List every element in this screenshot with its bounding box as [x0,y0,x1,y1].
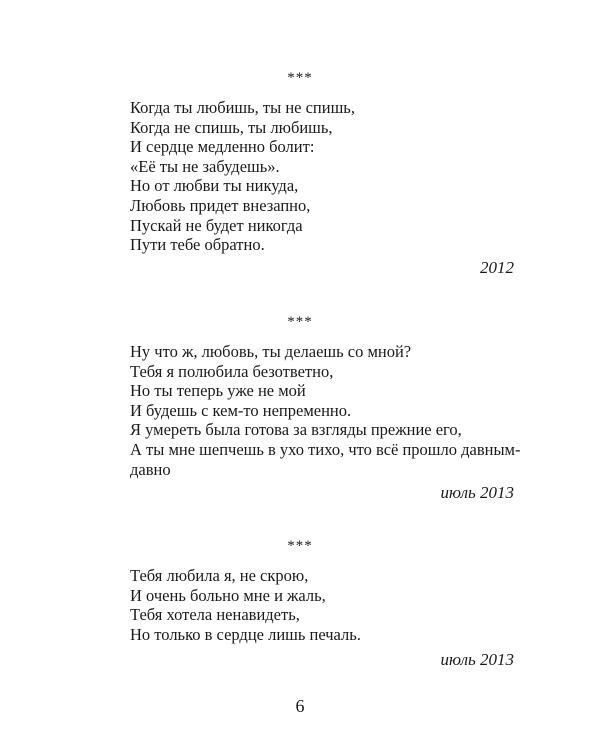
poem-line: И будешь с кем-то непременно. [130,400,352,420]
poem-3 [130,538,520,644]
poem-line: Я умереть была готова за взгляды прежние его, [130,420,462,440]
poem-2 [130,314,520,479]
poem-line: И сердце медленно болит: [130,137,315,157]
poem-line: Но от любви ты никуда, [130,176,299,196]
poem-date: 2012 [480,258,514,277]
poem-line: Когда не спишь, ты любишь, [130,117,333,137]
poem-date: июль 2013 [440,650,514,669]
poem-date: июль 2013 [440,483,514,502]
poem-line: давно [130,459,171,479]
poem-line: Тебя хотела ненавидеть, [130,605,300,625]
poem-separator: *** [287,70,313,86]
poem-line: Пути тебе обратно. [130,235,265,255]
poem-line: Тебя я полюбила безответно, [130,361,334,381]
poem-line: И очень больно мне и жаль, [130,585,326,605]
poem-line: А ты мне шепчешь в ухо тихо, что всё прошло давным- [130,439,521,459]
poem-line: Пускай не будет никогда [130,215,303,235]
poem-separator: *** [287,538,313,554]
poem-line: Ну что ж, любовь, ты делаешь со мной? [130,342,412,361]
page-number: 6 [295,696,305,716]
poem-line: Но только в сердце лишь печаль. [130,624,361,644]
poem-line: «Её ты не забудешь». [130,156,280,176]
poem-1 [130,70,520,255]
poem-line: Когда ты любишь, ты не спишь, [130,98,355,117]
poem-line: Но ты теперь уже не мой [130,381,306,401]
poem-line: Любовь придет внезапно, [130,195,311,215]
poem-line: Тебя любила я, не скрою, [130,566,309,585]
poem-separator: *** [287,314,313,330]
